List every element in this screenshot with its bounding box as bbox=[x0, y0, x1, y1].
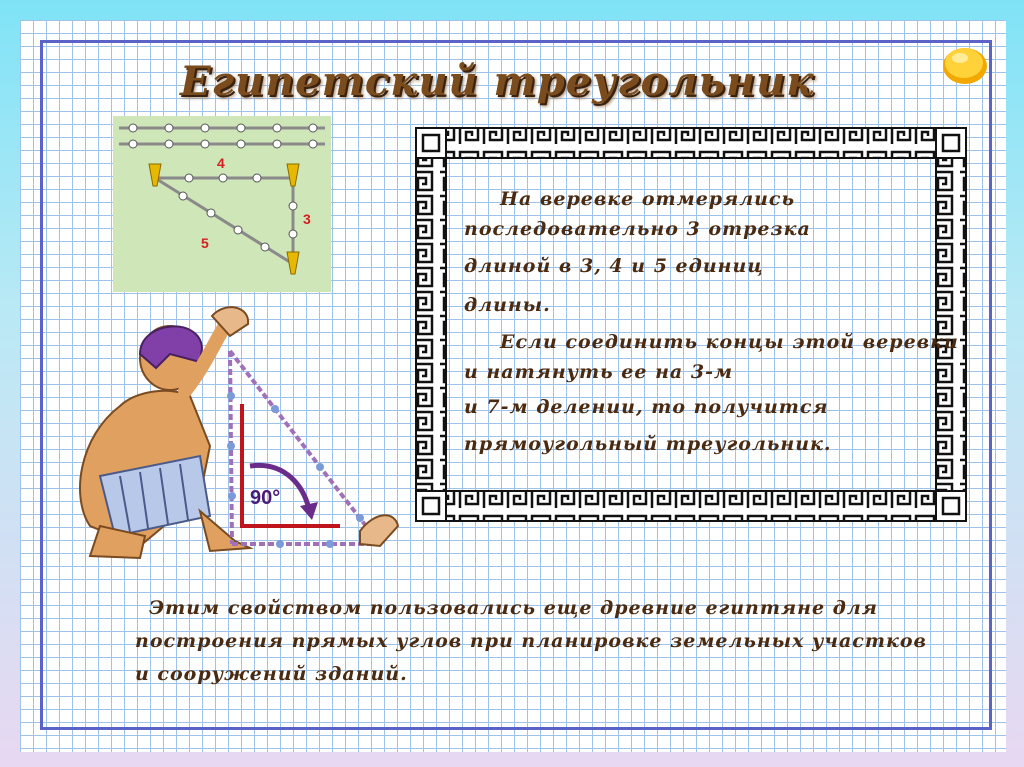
coin-icon bbox=[940, 42, 990, 86]
rope-label-5: 5 bbox=[201, 235, 209, 251]
rope-diagram bbox=[113, 116, 331, 292]
box-line: длиной в 3, 4 и 5 единиц bbox=[464, 255, 764, 277]
rope-label-3: 3 bbox=[303, 211, 311, 227]
box-line: длины. bbox=[464, 294, 551, 316]
box-text bbox=[464, 184, 994, 456]
box-line: и 7-м делении, то получится bbox=[464, 396, 829, 418]
box-line: На веревке отмерялись bbox=[500, 188, 796, 210]
page-title: Египетский треугольник bbox=[180, 58, 815, 105]
box-line: Если соединить концы этой веревки bbox=[500, 331, 959, 353]
box-line: и натянуть ее на 3-м bbox=[464, 361, 734, 383]
egyptian-figure-illustration bbox=[60, 296, 400, 566]
footer-text: Этим свойством пользовались еще древние египтяне для построения прямых углов при планировке земельных участков и сооружений зданий. bbox=[135, 597, 927, 685]
angle-label: 90° bbox=[250, 487, 281, 509]
rope-label-4: 4 bbox=[217, 155, 225, 171]
box-line: последовательно 3 отрезка bbox=[464, 218, 811, 240]
box-line: прямоугольный треугольник. bbox=[464, 433, 832, 455]
